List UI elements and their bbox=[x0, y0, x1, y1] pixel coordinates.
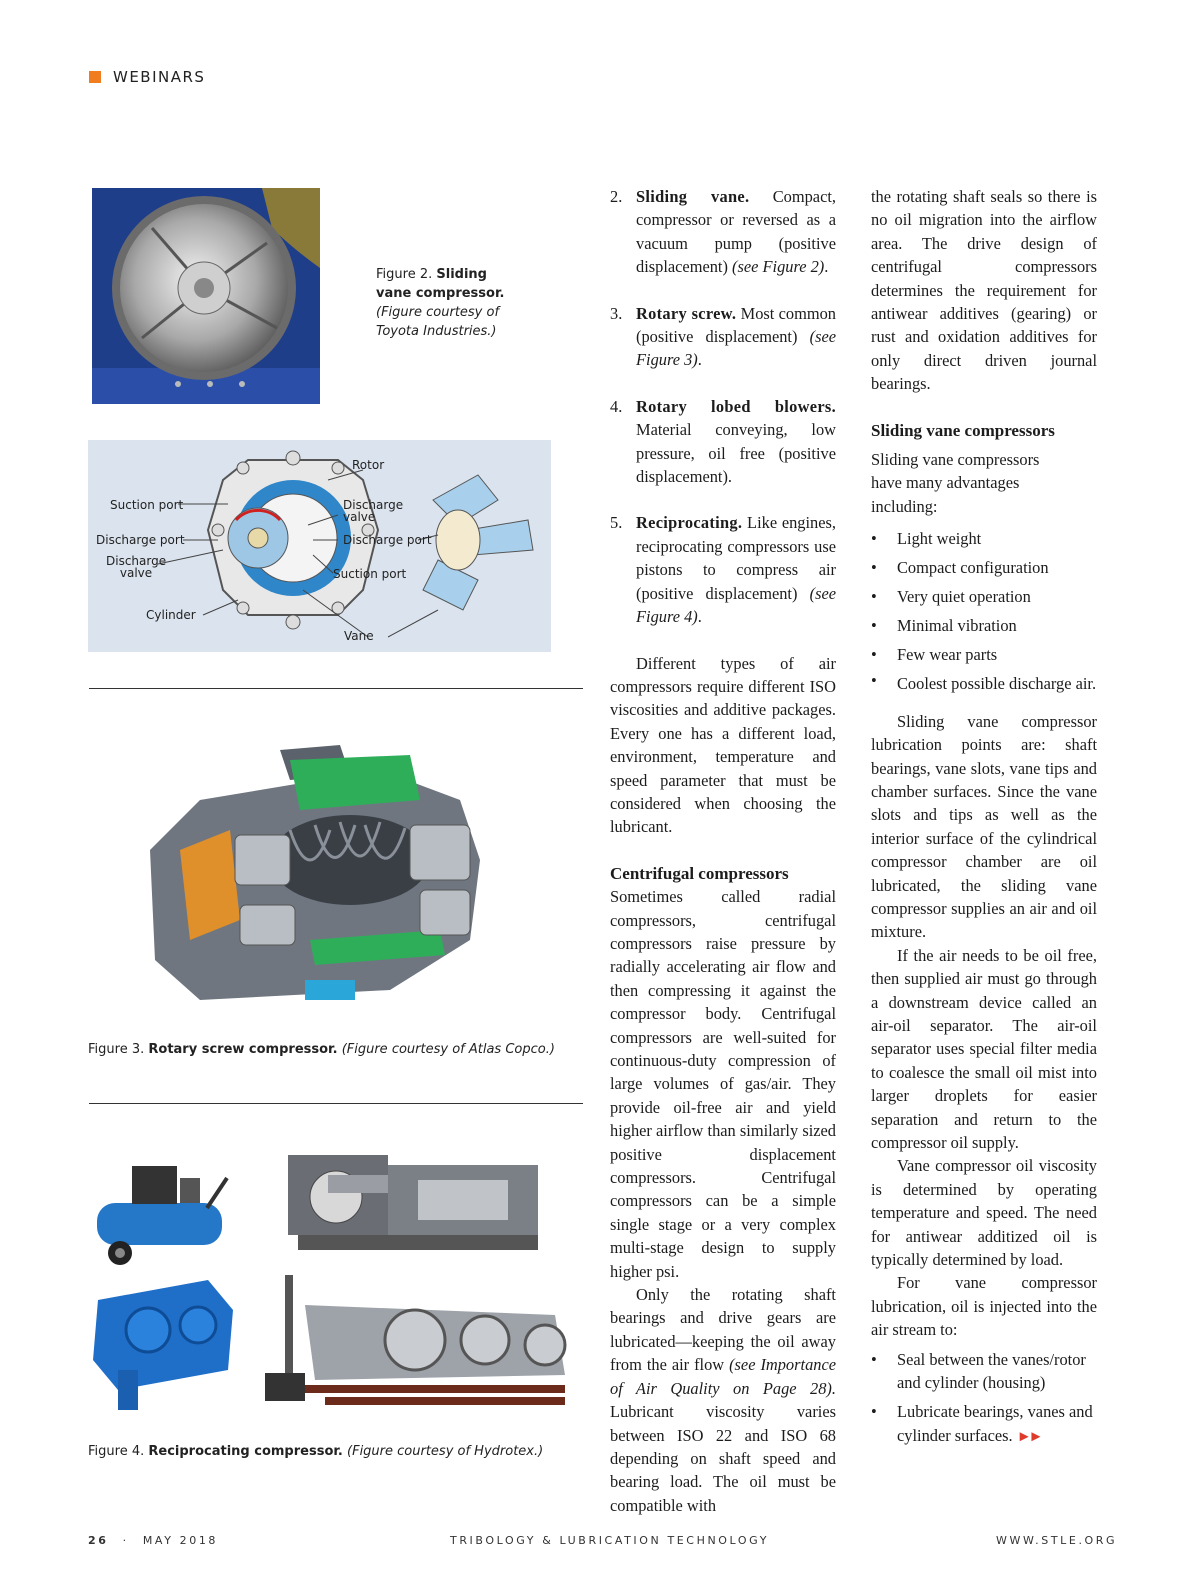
paragraph-oil-injection: For vane compressor lubrication, oil is injected into the air stream to: bbox=[871, 1273, 1097, 1340]
figure4-image-piston-cutaway bbox=[288, 1155, 553, 1265]
list-item-end: . bbox=[824, 257, 829, 277]
figure4-caption-number: Figure 4. bbox=[88, 1444, 145, 1459]
figure2-diagram bbox=[88, 440, 551, 652]
section-title: WEBINARS bbox=[113, 68, 206, 86]
list-item-end: . bbox=[697, 350, 702, 370]
figure2-caption bbox=[376, 265, 526, 341]
magazine-title: TRIBOLOGY & LUBRICATION TECHNOLOGY bbox=[450, 1534, 770, 1547]
website-url: WWW.STLE.ORG bbox=[996, 1534, 1118, 1547]
list-item-text: Lubricate bearings, vanes and cylinder surfaces. bbox=[897, 1402, 1093, 1445]
advantages-list bbox=[871, 524, 1097, 695]
footer-separator: · bbox=[122, 1534, 129, 1547]
list-item-ref: (see Figure 4) bbox=[636, 583, 836, 627]
list-item-text: Material conveying, low pressure, oil free (positive displacement). bbox=[636, 420, 836, 487]
diagram-label-suction-port-right: Suction port bbox=[333, 567, 407, 581]
list-item-number: 5. bbox=[610, 513, 623, 533]
paragraph-shaft-seals: the rotating shaft seals so there is no oil migration into the airflow area. The drive design of centrifugal compressors determines the requirement for antiwear additives (gearing) or rust and oxidation additives for only direct driven journal bearings. bbox=[871, 187, 1097, 394]
page-number: 26 bbox=[88, 1534, 109, 1547]
figure4-caption-title: Reciprocating compressor. bbox=[148, 1444, 343, 1459]
paragraph-iso-viscosities: Different types of air compressors require different ISO viscosities and additive packages. Every one has a different load, environment, temperature and speed parameter that must be considered when choosing the lubricant. bbox=[610, 653, 836, 837]
figure3-caption-credit: (Figure courtesy of Atlas Copco.) bbox=[341, 1042, 555, 1057]
figure4-top-rule bbox=[89, 1103, 583, 1104]
list-item: • Light weight bbox=[871, 524, 1097, 553]
list-item-rotary-lobed-blowers bbox=[610, 395, 836, 489]
paragraph-centrifugal-lubrication bbox=[610, 1283, 836, 1517]
list-item-text: Compact, compressor or reversed as a vacuum pump (positive displacement) bbox=[636, 187, 836, 277]
list-item-title: Rotary screw. bbox=[636, 303, 737, 323]
diagram-label-discharge-port-right: Discharge port bbox=[343, 533, 432, 547]
list-item-title: Sliding vane. bbox=[636, 187, 750, 206]
list-item-title: Rotary lobed blowers. bbox=[636, 396, 836, 416]
figure3-image bbox=[140, 740, 520, 1010]
figure3-caption bbox=[88, 1040, 578, 1059]
figure2-photo bbox=[92, 188, 320, 404]
figure3-caption-title: Rotary screw compressor. bbox=[148, 1042, 338, 1057]
figure4-caption-credit: (Figure courtesy of Hydrotex.) bbox=[347, 1444, 544, 1459]
list-item: • Seal between the vanes/rotor and cylinder (housing) bbox=[871, 1348, 1097, 1395]
list-item-end: . bbox=[697, 607, 702, 627]
diagram-label-discharge-valve-left: Discharge valve bbox=[106, 554, 167, 580]
heading-sliding-vane-compressors: Sliding vane compressors bbox=[871, 420, 1055, 440]
list-item-number: 4. bbox=[610, 396, 623, 416]
heading-centrifugal-compressors: Centrifugal compressors bbox=[610, 863, 789, 883]
list-item: • Coolest possible discharge air. bbox=[871, 669, 1097, 695]
diagram-label-discharge-port-left: Discharge port bbox=[96, 533, 185, 547]
list-item-sliding-vane bbox=[610, 185, 836, 279]
section-header bbox=[89, 68, 205, 86]
list-item-ref: (see Figure 3) bbox=[636, 327, 836, 370]
diagram-label-cylinder: Cylinder bbox=[146, 608, 196, 622]
figure4-image-blue-compressor bbox=[88, 1270, 238, 1420]
list-item: • Few wear parts bbox=[871, 640, 1097, 669]
list-item-text: Most common (positive displacement) bbox=[636, 303, 836, 347]
diagram-label-rotor: Rotor bbox=[352, 458, 385, 472]
list-item-number: 2. bbox=[610, 187, 623, 206]
figure4-caption bbox=[88, 1442, 578, 1461]
diagram-label-discharge-valve-right: Discharge valve bbox=[343, 498, 404, 524]
list-item-number: 3. bbox=[610, 303, 623, 323]
list-item: • Very quiet operation bbox=[871, 582, 1097, 611]
figure2-caption-credit: (Figure courtesy of Toyota Industries.) bbox=[376, 305, 500, 339]
list-item-title: Reciprocating. bbox=[636, 513, 743, 533]
paragraph-text: Lubricant viscosity varies between ISO 22 and ISO 68 depending on shaft speed and bearing load. The oil must be compatible with bbox=[610, 1402, 836, 1515]
figure4-image-multistage-compressor bbox=[265, 1265, 575, 1415]
figure3-caption-number: Figure 3. bbox=[88, 1042, 145, 1057]
list-item bbox=[871, 1400, 1097, 1449]
section-marker bbox=[89, 71, 101, 83]
cross-reference: (see Importance of Air Quality on Page 28). bbox=[610, 1355, 837, 1398]
list-item: • Compact configuration bbox=[871, 553, 1097, 582]
paragraph-viscosity: Vane compressor oil viscosity is determined by operating temperature and speed. The need for antiwear additized oil is typically determined by load. bbox=[871, 1156, 1097, 1270]
list-item-rotary-screw bbox=[610, 302, 836, 372]
paragraph-air-oil-separator: If the air needs to be oil free, then supplied air must go through a downstream device called an air-oil separator. The air-oil separator uses special filter media to coalesce the small oil mist into larger droplets for easier separation and return to the compressor oil supply. bbox=[871, 945, 1097, 1152]
figure2-caption-number: Figure 2. bbox=[376, 267, 433, 282]
middle-column bbox=[610, 185, 836, 1517]
list-item-ref: (see Figure 2) bbox=[732, 257, 825, 277]
right-column bbox=[871, 185, 1097, 1449]
issue-date: MAY 2018 bbox=[142, 1534, 219, 1547]
paragraph-advantages-intro: Sliding vane compressors have many advantages including: bbox=[871, 450, 1040, 516]
diagram-label-vane: Vane bbox=[344, 629, 374, 643]
footer-page-info bbox=[88, 1534, 218, 1547]
list-item-text: Like engines, reciprocating compressors use pistons to compress air (positive displacement) bbox=[636, 513, 836, 603]
paragraph-text: Only the rotating shaft bearings and drive gears are lubricated—keeping the oil away from the air flow bbox=[610, 1285, 836, 1375]
figure4-image-small-compressor bbox=[92, 1158, 237, 1268]
figure2-caption-title: Sliding vane compressor. bbox=[376, 267, 505, 301]
list-item: • Minimal vibration bbox=[871, 611, 1097, 640]
paragraph-lubrication-points: Sliding vane compressor lubrication points are: shaft bearings, vane slots, vane tips and chamber surfaces. Since the vane slots and tips as well as the interior surface of the cylindrical compressor chamber are oil lubricated, the sliding vane compressor supplies an air and oil mixture. bbox=[871, 711, 1097, 942]
list-item-reciprocating bbox=[610, 511, 836, 628]
figure3-top-rule bbox=[89, 688, 583, 689]
injection-purposes-list bbox=[871, 1348, 1097, 1450]
diagram-label-suction-port-left: Suction port bbox=[110, 498, 184, 512]
continued-arrow-icon: ►► bbox=[1016, 1428, 1041, 1445]
paragraph-centrifugal-intro: Sometimes called radial compressors, centrifugal compressors raise pressure by radially accelerating air flow and then compressing it against the compressor body. Centrifugal compressors are well-suited for continuous-duty compression of large volumes of gas/air. They provide oil-free air and yield higher airflow than similarly sized positive displacement compressors. Centrifugal compressors can be a simple single stage or a very complex multi-stage design to supply higher psi. bbox=[610, 887, 836, 1281]
